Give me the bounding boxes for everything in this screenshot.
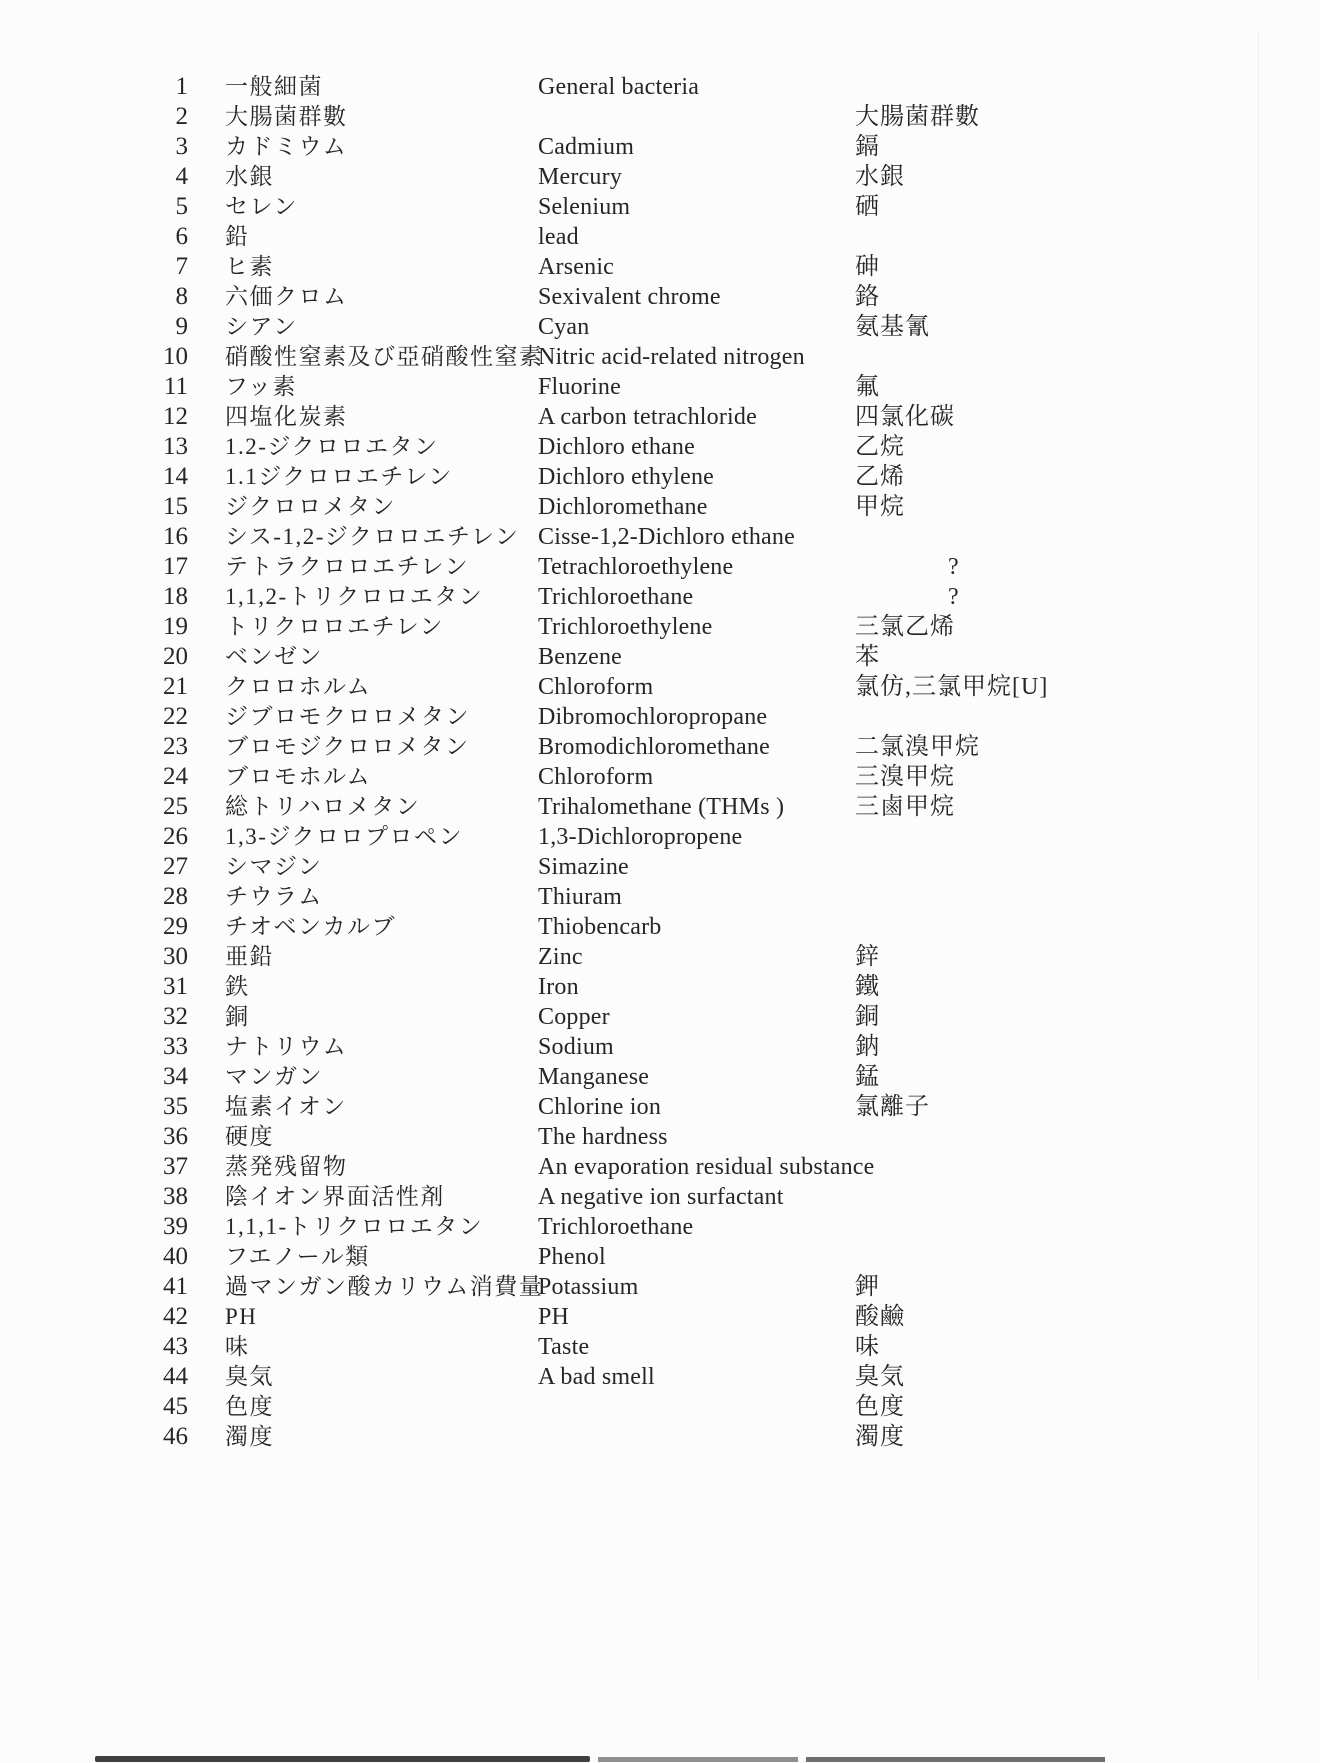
- table-row: [0, 402, 1320, 432]
- row-number: 25: [163, 793, 188, 820]
- item-name-japanese: フエノール類: [225, 1244, 370, 1269]
- item-name-japanese: 四塩化炭素: [225, 404, 348, 429]
- row-number: 14: [163, 463, 188, 490]
- table-row: [0, 312, 1320, 342]
- item-name-english: Arsenic: [538, 254, 615, 280]
- item-name-japanese: チウラム: [225, 884, 323, 909]
- item-name-chinese: 三氯乙烯: [855, 614, 955, 640]
- row-number: 23: [163, 733, 188, 760]
- item-name-chinese: 三鹵甲烷: [855, 794, 955, 820]
- item-name-chinese: 水銀: [855, 164, 905, 190]
- item-name-chinese: 酸鹼: [855, 1304, 905, 1330]
- item-name-japanese: 1,1,1-トリクロロエタン: [225, 1214, 484, 1239]
- item-name-japanese: マンガン: [225, 1064, 323, 1089]
- row-number: 1: [175, 73, 188, 100]
- item-name-english: Zinc: [538, 944, 583, 970]
- row-number: 36: [163, 1123, 188, 1150]
- item-name-japanese: 1.1ジクロロエチレン: [225, 464, 453, 489]
- row-number: 20: [163, 643, 188, 670]
- row-number: 22: [163, 703, 188, 730]
- item-name-chinese: 乙烯: [855, 464, 905, 490]
- table-row: [0, 1212, 1320, 1242]
- row-number: 42: [163, 1303, 188, 1330]
- row-number: 39: [163, 1213, 188, 1240]
- table-row: [0, 372, 1320, 402]
- item-name-japanese: フッ素: [225, 374, 297, 399]
- item-name-japanese: シス-1,2-ジクロロエチレン: [225, 524, 520, 549]
- row-number: 2: [175, 103, 188, 130]
- item-name-english: Potassium: [538, 1274, 639, 1300]
- row-number: 21: [163, 673, 188, 700]
- item-name-english: lead: [538, 224, 579, 250]
- item-name-chinese: 氯仿,三氯甲烷[U]: [855, 674, 1049, 700]
- table-row: [0, 792, 1320, 822]
- item-name-chinese: 臭気: [855, 1364, 905, 1390]
- row-number: 18: [163, 583, 188, 610]
- item-name-chinese: 氨基氰: [855, 314, 930, 340]
- table-row: [0, 192, 1320, 222]
- item-name-japanese: 蒸発残留物: [225, 1154, 348, 1179]
- item-name-chinese: 二氯溴甲烷: [855, 734, 980, 760]
- item-name-english: Simazine: [538, 854, 629, 880]
- table-row: [0, 1272, 1320, 1302]
- item-name-japanese: カドミウム: [225, 134, 348, 159]
- item-name-chinese: 四氯化碳: [855, 404, 955, 430]
- row-number: 3: [175, 133, 188, 160]
- item-name-japanese: 1,3-ジクロロプロペン: [225, 824, 463, 849]
- item-name-english: A negative ion surfactant: [538, 1184, 784, 1210]
- row-number: 12: [163, 403, 188, 430]
- item-name-chinese: 鉻: [855, 284, 880, 310]
- item-name-english: Selenium: [538, 194, 631, 220]
- table-row: [0, 1092, 1320, 1122]
- item-name-english: Chlorine ion: [538, 1094, 662, 1120]
- item-name-japanese: 1.2-ジクロロエタン: [225, 434, 439, 459]
- table-row: [0, 1302, 1320, 1332]
- item-name-japanese: トリクロロエチレン: [225, 614, 445, 639]
- item-name-chinese: ?: [948, 584, 960, 610]
- item-name-english: A bad smell: [538, 1364, 655, 1390]
- item-name-english: Thiuram: [538, 884, 623, 910]
- item-name-japanese: テトラクロロエチレン: [225, 554, 469, 579]
- item-name-english: Cisse-1,2-Dichloro ethane: [538, 524, 795, 550]
- item-name-chinese: 鋅: [855, 944, 880, 970]
- row-number: 9: [175, 313, 188, 340]
- item-name-english: Trihalomethane (THMs ): [538, 794, 785, 820]
- table-row: [0, 1392, 1320, 1422]
- item-name-english: Phenol: [538, 1244, 606, 1270]
- item-name-japanese: 臭気: [225, 1364, 274, 1389]
- item-name-japanese: ジクロロメタン: [225, 494, 397, 519]
- table-row: [0, 1122, 1320, 1152]
- item-name-english: Mercury: [538, 164, 623, 190]
- row-number: 31: [163, 973, 188, 1000]
- item-name-english: Dichloromethane: [538, 494, 708, 520]
- table-row: [0, 522, 1320, 552]
- item-name-chinese: 味: [855, 1334, 880, 1360]
- table-row: [0, 432, 1320, 462]
- item-name-japanese: 大腸菌群數: [225, 104, 348, 129]
- row-number: 26: [163, 823, 188, 850]
- row-number: 34: [163, 1063, 188, 1090]
- table-row: [0, 1332, 1320, 1362]
- scan-artifact-bottom-edge: [598, 1757, 798, 1762]
- item-name-chinese: 甲烷: [855, 494, 905, 520]
- item-name-japanese: 鉛: [225, 224, 250, 249]
- row-number: 5: [175, 193, 188, 220]
- table-row: [0, 552, 1320, 582]
- row-number: 10: [163, 343, 188, 370]
- item-name-english: Thiobencarb: [538, 914, 662, 940]
- item-name-japanese: 亜鉛: [225, 944, 274, 969]
- item-name-japanese: 一般細菌: [225, 74, 323, 99]
- item-name-japanese: シアン: [225, 314, 298, 339]
- table-row: [0, 912, 1320, 942]
- item-name-english: Dibromochloropropane: [538, 704, 768, 730]
- row-number: 7: [175, 253, 188, 280]
- item-name-chinese: 硒: [855, 194, 880, 220]
- table-row: [0, 1062, 1320, 1092]
- item-name-japanese: ジブロモクロロメタン: [225, 704, 470, 729]
- row-number: 19: [163, 613, 188, 640]
- row-number: 4: [175, 163, 188, 190]
- row-number: 38: [163, 1183, 188, 1210]
- table-row: [0, 342, 1320, 372]
- table-row: [0, 822, 1320, 852]
- table-row: [0, 102, 1320, 132]
- table-row: [0, 582, 1320, 612]
- item-name-japanese: シマジン: [225, 854, 323, 879]
- row-number: 41: [163, 1273, 188, 1300]
- item-name-chinese: 濁度: [855, 1424, 905, 1450]
- table-row: [0, 222, 1320, 252]
- item-name-english: General bacteria: [538, 74, 700, 100]
- item-name-chinese: 鈉: [855, 1034, 880, 1060]
- item-name-japanese: 六価クロム: [225, 284, 348, 309]
- item-name-english: Chloroform: [538, 674, 654, 700]
- item-name-english: Sexivalent chrome: [538, 284, 721, 310]
- row-number: 35: [163, 1093, 188, 1120]
- item-name-japanese: セレン: [225, 194, 298, 219]
- item-name-japanese: 銅: [225, 1004, 250, 1029]
- row-number: 11: [163, 373, 188, 400]
- item-name-japanese: 総トリハロメタン: [225, 794, 421, 819]
- scan-artifact-right-edge: [1258, 30, 1259, 1680]
- item-name-japanese: ブロモホルム: [225, 764, 372, 789]
- item-name-chinese: 錳: [855, 1064, 880, 1090]
- table-row: [0, 702, 1320, 732]
- scan-artifact-bottom-edge: [95, 1756, 590, 1762]
- item-name-japanese: ナトリウム: [225, 1034, 348, 1059]
- item-name-chinese: 銅: [855, 1004, 880, 1030]
- table-row: [0, 762, 1320, 792]
- item-name-english: Dichloro ethane: [538, 434, 695, 460]
- item-name-japanese: ベンゼン: [225, 644, 323, 669]
- item-name-chinese: 大腸菌群數: [855, 104, 980, 130]
- table-row: [0, 132, 1320, 162]
- item-name-chinese: 乙烷: [855, 434, 905, 460]
- row-number: 46: [163, 1423, 188, 1450]
- item-name-chinese: 鐵: [855, 974, 880, 1000]
- row-number: 15: [163, 493, 188, 520]
- item-name-english: Taste: [538, 1334, 590, 1360]
- item-name-chinese: ?: [948, 554, 960, 580]
- item-name-english: Trichloroethane: [538, 584, 694, 610]
- item-name-japanese: 鉄: [225, 974, 250, 999]
- item-name-japanese: 陰イオン界面活性剤: [225, 1184, 445, 1209]
- table-row: [0, 1032, 1320, 1062]
- item-name-japanese: 1,1,2-トリクロロエタン: [225, 584, 484, 609]
- table-row: [0, 492, 1320, 522]
- table-row: [0, 672, 1320, 702]
- table-row: [0, 282, 1320, 312]
- row-number: 27: [163, 853, 188, 880]
- item-name-english: Bromodichloromethane: [538, 734, 770, 760]
- item-name-chinese: 三溴甲烷: [855, 764, 955, 790]
- item-name-english: Chloroform: [538, 764, 654, 790]
- item-name-english: An evaporation residual substance: [538, 1154, 875, 1180]
- item-name-japanese: ブロモジクロロメタン: [225, 734, 470, 759]
- row-number: 28: [163, 883, 188, 910]
- row-number: 24: [163, 763, 188, 790]
- item-name-chinese: 色度: [855, 1394, 905, 1420]
- item-name-english: PH: [538, 1304, 570, 1330]
- item-name-japanese: 硝酸性窒素及び亞硝酸性窒素: [225, 344, 544, 369]
- item-name-japanese: 色度: [225, 1394, 274, 1419]
- item-name-chinese: 氯離子: [855, 1094, 930, 1120]
- item-name-japanese: PH: [225, 1304, 258, 1329]
- item-name-english: The hardness: [538, 1124, 668, 1150]
- table-row: [0, 1422, 1320, 1452]
- row-number: 17: [163, 553, 188, 580]
- item-name-english: Nitric acid-related nitrogen: [538, 344, 805, 370]
- scan-artifact-bottom-edge: [806, 1757, 1105, 1762]
- table-row: [0, 642, 1320, 672]
- item-name-japanese: 水銀: [225, 164, 274, 189]
- item-name-english: Cyan: [538, 314, 590, 340]
- row-number: 44: [163, 1363, 188, 1390]
- item-name-english: Trichloroethylene: [538, 614, 713, 640]
- table-row: [0, 942, 1320, 972]
- item-name-english: Copper: [538, 1004, 610, 1030]
- row-number: 32: [163, 1003, 188, 1030]
- row-number: 40: [163, 1243, 188, 1270]
- item-name-chinese: 砷: [855, 254, 880, 280]
- item-name-japanese: ヒ素: [225, 254, 274, 279]
- item-name-japanese: 硬度: [225, 1124, 274, 1149]
- item-name-japanese: 過マンガン酸カリウム消費量: [225, 1274, 544, 1299]
- table-row: [0, 882, 1320, 912]
- item-name-english: Tetrachloroethylene: [538, 554, 734, 580]
- table-row: [0, 612, 1320, 642]
- item-name-english: Cadmium: [538, 134, 635, 160]
- table-row: [0, 1362, 1320, 1392]
- table-row: [0, 162, 1320, 192]
- item-name-japanese: チオベンカルブ: [225, 914, 397, 939]
- table-row: [0, 732, 1320, 762]
- item-name-japanese: クロロホルム: [225, 674, 372, 699]
- item-name-english: Trichloroethane: [538, 1214, 694, 1240]
- item-name-chinese: 氟: [855, 374, 880, 400]
- item-name-english: Manganese: [538, 1064, 650, 1090]
- row-number: 30: [163, 943, 188, 970]
- item-name-japanese: 味: [225, 1334, 250, 1359]
- item-name-chinese: 鉀: [855, 1274, 880, 1300]
- table-row: [0, 1182, 1320, 1212]
- item-name-japanese: 濁度: [225, 1424, 274, 1449]
- row-number: 29: [163, 913, 188, 940]
- row-number: 37: [163, 1153, 188, 1180]
- row-number: 33: [163, 1033, 188, 1060]
- table-row: [0, 1152, 1320, 1182]
- table-row: [0, 1242, 1320, 1272]
- item-name-english: Fluorine: [538, 374, 621, 400]
- item-name-english: Iron: [538, 974, 579, 1000]
- row-number: 6: [175, 223, 188, 250]
- table-row: [0, 462, 1320, 492]
- item-name-chinese: 苯: [855, 644, 880, 670]
- table-row: [0, 1002, 1320, 1032]
- table-row: [0, 72, 1320, 102]
- row-number: 43: [163, 1333, 188, 1360]
- table-row: [0, 252, 1320, 282]
- row-number: 16: [163, 523, 188, 550]
- row-number: 13: [163, 433, 188, 460]
- item-name-english: Benzene: [538, 644, 623, 670]
- item-name-english: Sodium: [538, 1034, 614, 1060]
- item-name-english: Dichloro ethylene: [538, 464, 715, 490]
- row-number: 45: [163, 1393, 188, 1420]
- item-name-japanese: 塩素イオン: [225, 1094, 347, 1119]
- item-name-english: 1,3-Dichloropropene: [538, 824, 743, 850]
- item-name-chinese: 鎘: [855, 134, 880, 160]
- table-row: [0, 852, 1320, 882]
- item-name-english: A carbon tetrachloride: [538, 404, 757, 430]
- row-number: 8: [175, 283, 188, 310]
- table-row: [0, 972, 1320, 1002]
